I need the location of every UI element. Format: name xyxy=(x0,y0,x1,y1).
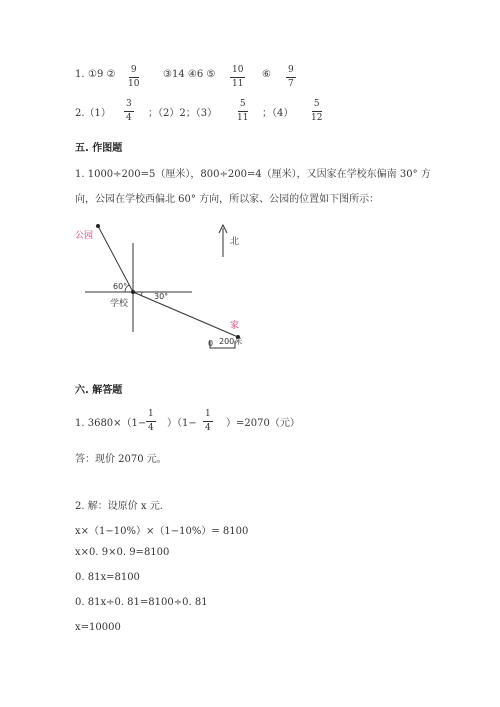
q2-step-2: x×0. 9×0. 9=8100 xyxy=(75,547,170,558)
answer-1-part-a: ①9 ② xyxy=(88,69,116,80)
fraction-numerator: 10 xyxy=(230,66,245,78)
fraction-1-4 xyxy=(203,410,213,433)
q2-step-4: 0. 81x÷0. 81=8100÷0. 81 xyxy=(75,597,208,608)
fraction-5-11 xyxy=(237,100,248,123)
fraction-numerator: 1 xyxy=(146,410,156,422)
fraction-9-10 xyxy=(128,66,139,89)
fraction-1-4 xyxy=(146,410,156,433)
fraction-denominator: 4 xyxy=(205,423,211,433)
park-label: 公园 xyxy=(75,231,94,241)
fraction-numerator: 5 xyxy=(238,100,248,112)
answer-1-part-c: ⑥ xyxy=(262,69,271,80)
fraction-10-11 xyxy=(230,66,245,89)
fraction-numerator: 9 xyxy=(286,66,296,78)
fraction-denominator: 11 xyxy=(237,113,249,123)
fraction-denominator: 7 xyxy=(288,79,294,89)
q2-step-3: 0. 81x=8100 xyxy=(75,572,140,583)
answer-2-part-b: ；（2）2；（3） xyxy=(148,108,218,119)
fraction-denominator: 10 xyxy=(128,79,140,89)
q2-step-5: x=10000 xyxy=(75,622,121,633)
fraction-denominator: 11 xyxy=(232,79,244,89)
home-direction-line xyxy=(133,292,238,337)
fraction-denominator: 4 xyxy=(148,423,154,433)
fraction-numerator: 3 xyxy=(124,100,134,112)
answer-2-number: 2.（1） xyxy=(75,108,111,119)
q2-setup: 2. 解：设原价 x 元. xyxy=(75,501,163,512)
fraction-9-7 xyxy=(286,66,296,89)
north-label: 北 xyxy=(230,237,240,247)
park-point xyxy=(96,224,100,228)
fraction-denominator: 4 xyxy=(126,113,132,123)
scale-zero: 0 xyxy=(208,339,214,348)
fraction-denominator: 12 xyxy=(311,113,323,123)
answer-2-part-c: ；（4） xyxy=(262,108,294,119)
scale-value: 200米 xyxy=(219,337,243,346)
angle-30-label: 30° xyxy=(154,292,169,301)
q1-expression-suffix: ）=2070（元） xyxy=(226,418,300,429)
q1-expression-prefix: 1. 3680×（1− xyxy=(75,418,147,429)
fraction-numerator: 5 xyxy=(312,100,322,112)
answer-1-part-b: ③14 ④6 ⑤ xyxy=(163,69,216,80)
section-5-text-line-1: 1. 1000÷200=5（厘米），800÷200=4（厘米），又因家在学校东偏南 30° 方 xyxy=(75,169,431,180)
q1-answer: 答：现价 2070 元。 xyxy=(75,454,167,465)
q1-expression-middle: ）（1− xyxy=(167,418,197,429)
school-point xyxy=(131,290,135,294)
home-label: 家 xyxy=(230,321,240,331)
answer-1-number: 1. xyxy=(75,69,85,80)
section-5-heading: 五. 作图题 xyxy=(75,143,123,154)
fraction-numerator: 9 xyxy=(129,66,139,78)
angle-60-label: 60° xyxy=(113,282,128,291)
section-5-text-line-2: 向，公园在学校西偏北 60° 方向，所以家、公园的位置如下图所示： xyxy=(75,194,380,205)
fraction-3-4 xyxy=(124,100,134,123)
location-diagram xyxy=(75,215,275,360)
fraction-numerator: 1 xyxy=(203,410,213,422)
school-label: 学校 xyxy=(110,299,129,309)
fraction-5-12 xyxy=(311,100,322,123)
q2-step-1: x×（1−10%）×（1−10%）= 8100 xyxy=(75,526,249,537)
section-6-heading: 六. 解答题 xyxy=(75,385,123,396)
